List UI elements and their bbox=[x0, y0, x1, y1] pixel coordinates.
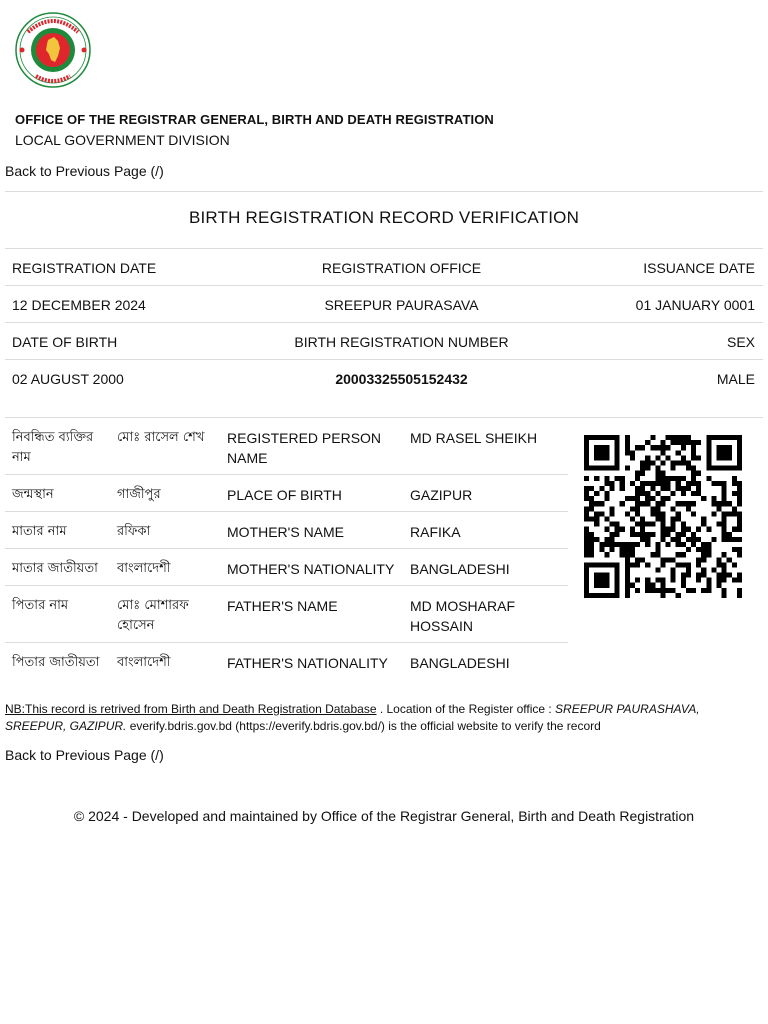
register-office-location: SREEPUR PAURASHAVA, SREEPUR, GAZIPUR. bbox=[5, 702, 700, 733]
en-value: MD RASEL SHEIKH bbox=[410, 430, 538, 446]
en-label: FATHER'S NATIONALITY bbox=[227, 655, 388, 671]
date-of-birth-value: 02 AUGUST 2000 bbox=[12, 371, 124, 387]
registration-date-value: 12 DECEMBER 2024 bbox=[12, 297, 146, 313]
bn-value: বাংলাদেশী bbox=[117, 561, 171, 576]
record-note bbox=[5, 701, 763, 735]
en-value: GAZIPUR bbox=[410, 487, 473, 503]
table-row bbox=[5, 549, 568, 586]
government-seal-logo bbox=[14, 10, 92, 90]
table-row bbox=[5, 475, 568, 512]
registration-office-value: SREEPUR PAURASAVA bbox=[324, 297, 479, 313]
division-subtitle: LOCAL GOVERNMENT DIVISION bbox=[15, 132, 230, 148]
issuance-date-label: ISSUANCE DATE bbox=[643, 260, 755, 276]
sex-value: MALE bbox=[716, 371, 755, 387]
bn-label: মাতার নাম bbox=[12, 524, 67, 539]
page-heading: BIRTH REGISTRATION RECORD VERIFICATION bbox=[188, 208, 580, 227]
registration-office-label: REGISTRATION OFFICE bbox=[321, 260, 482, 276]
bn-value: বাংলাদেশী bbox=[117, 655, 171, 670]
database-note-link[interactable]: NB:This record is retrived from Birth and Death Registration Database bbox=[5, 702, 377, 716]
en-value: BANGLADESHI bbox=[410, 561, 510, 577]
birth-registration-number-value: 20003325505152432 bbox=[335, 371, 468, 387]
summary-value-row-2 bbox=[5, 359, 763, 417]
bn-label: নিবন্ধিত ব্যক্তির নাম bbox=[12, 430, 94, 465]
issuance-date-value: 01 JANUARY 0001 bbox=[635, 297, 755, 313]
bn-value: মোঃ রাসেল শেখ bbox=[117, 430, 205, 445]
en-label: PLACE OF BIRTH bbox=[227, 487, 342, 503]
en-value: RAFIKA bbox=[410, 524, 461, 540]
bn-label: জন্মস্থান bbox=[12, 487, 54, 502]
en-label: REGISTERED PERSON NAME bbox=[227, 430, 382, 466]
table-row bbox=[5, 643, 568, 680]
qr-code bbox=[584, 435, 742, 598]
back-to-previous-link[interactable]: Back to Previous Page (/) bbox=[5, 163, 164, 179]
office-title: OFFICE OF THE REGISTRAR GENERAL, BIRTH AND DEATH REGISTRATION bbox=[15, 112, 494, 127]
divider bbox=[5, 191, 763, 192]
summary-value-row-1 bbox=[5, 285, 763, 322]
bn-label: মাতার জাতীয়তা bbox=[12, 561, 98, 576]
table-row bbox=[5, 512, 568, 549]
sex-label: SEX bbox=[726, 334, 755, 350]
en-label: MOTHER'S NAME bbox=[227, 524, 345, 540]
bn-value: মোঃ মোশারফ হোসেন bbox=[117, 598, 189, 633]
back-to-previous-link[interactable]: Back to Previous Page (/) bbox=[5, 747, 164, 763]
en-label: MOTHER'S NATIONALITY bbox=[227, 561, 395, 577]
table-row bbox=[5, 418, 568, 475]
summary-header-row-2 bbox=[5, 322, 763, 359]
bn-value: রফিকা bbox=[117, 524, 151, 539]
bn-value: গাজীপুর bbox=[117, 487, 161, 502]
summary-header-row-1 bbox=[5, 248, 763, 285]
en-value: BANGLADESHI bbox=[410, 655, 510, 671]
bn-label: পিতার নাম bbox=[12, 598, 69, 613]
location-prefix: . Location of the Register office : bbox=[376, 702, 556, 716]
bn-label: পিতার জাতীয়তা bbox=[12, 655, 100, 670]
en-value: MD MOSHARAF HOSSAIN bbox=[410, 598, 515, 634]
footer-copyright: © 2024 - Developed and maintained by Office of the Registrar General, Birth and Death Registration bbox=[73, 808, 695, 824]
official-website-text: everify.bdris.gov.bd (https://everify.bdris.gov.bd/) is the official website to verify the record bbox=[126, 719, 601, 733]
person-details-table bbox=[5, 418, 568, 680]
table-row bbox=[5, 586, 568, 643]
en-label: FATHER'S NAME bbox=[227, 598, 338, 614]
date-of-birth-label: DATE OF BIRTH bbox=[12, 334, 118, 350]
registration-date-label: REGISTRATION DATE bbox=[12, 260, 157, 276]
birth-registration-number-label: BIRTH REGISTRATION NUMBER bbox=[294, 334, 509, 350]
